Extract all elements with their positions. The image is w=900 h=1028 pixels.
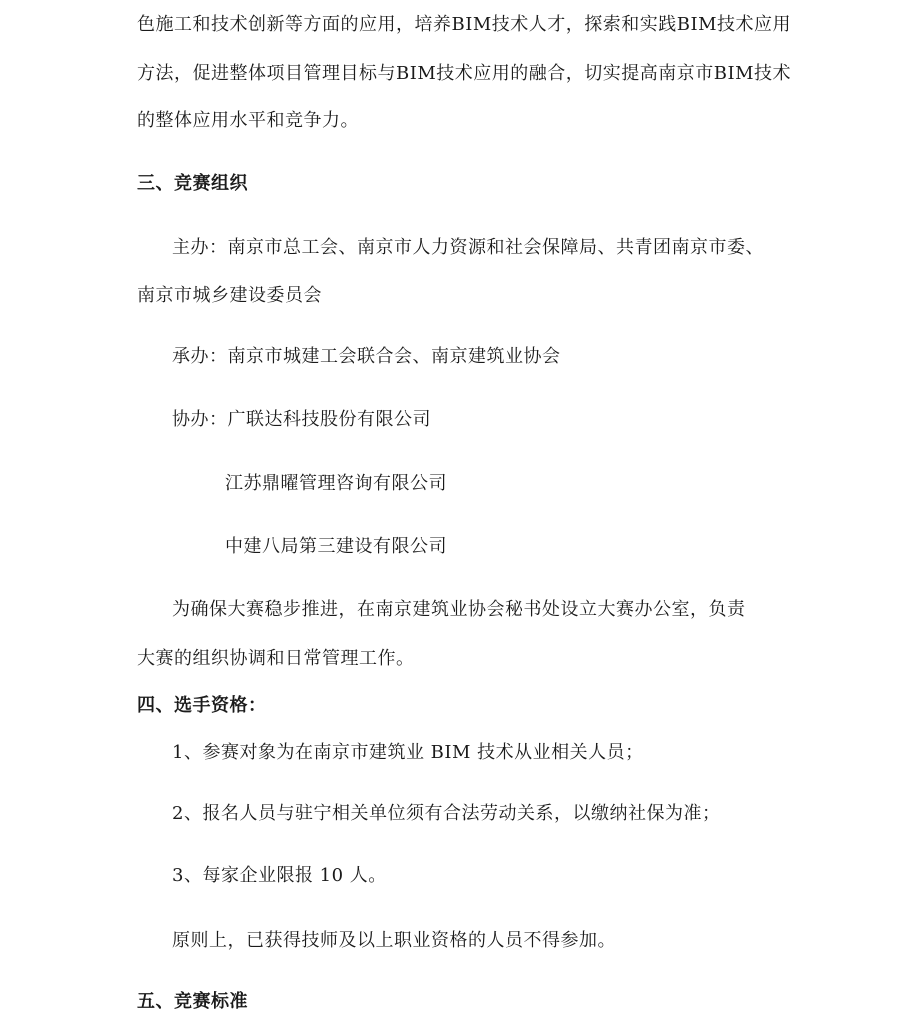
co-organizer-line: 协办：广联达科技股份有限公司 [172, 409, 431, 430]
intro-line-1: 色施工和技术创新等方面的应用，培养BIM技术人才，探索和实践BIM技术应用 [137, 14, 792, 35]
host-line-1: 主办：南京市总工会、南京市人力资源和社会保障局、共青团南京市委、 [172, 237, 764, 258]
co-organizer-line-3: 中建八局第三建设有限公司 [225, 536, 447, 557]
qualification-item-1: 1、参赛对象为在南京市建筑业 BIM 技术从业相关人员； [172, 742, 644, 763]
qualification-item-3: 3、每家企业限报 10 人。 [172, 865, 387, 886]
intro-line-2: 方法，促进整体项目管理目标与BIM技术应用的融合，切实提高南京市BIM技术 [137, 63, 792, 84]
qualification-principle: 原则上，已获得技师及以上职业资格的人员不得参加。 [172, 930, 616, 951]
intro-line-3: 的整体应用水平和竞争力。 [137, 110, 359, 131]
organizer-line: 承办：南京市城建工会联合会、南京建筑业协会 [172, 346, 561, 367]
office-line-2: 大赛的组织协调和日常管理工作。 [137, 648, 415, 669]
host-line-2: 南京市城乡建设委员会 [137, 285, 322, 306]
section-5-heading: 五、竞赛标准 [137, 991, 248, 1012]
co-organizer-line-2: 江苏鼎曜管理咨询有限公司 [225, 473, 447, 494]
section-3-heading: 三、竞赛组织 [137, 173, 248, 194]
office-line-1: 为确保大赛稳步推进，在南京建筑业协会秘书处设立大赛办公室，负责 [172, 599, 746, 620]
qualification-item-2: 2、报名人员与驻宁相关单位须有合法劳动关系，以缴纳社保为准； [172, 803, 721, 824]
section-4-heading: 四、选手资格： [137, 695, 267, 716]
